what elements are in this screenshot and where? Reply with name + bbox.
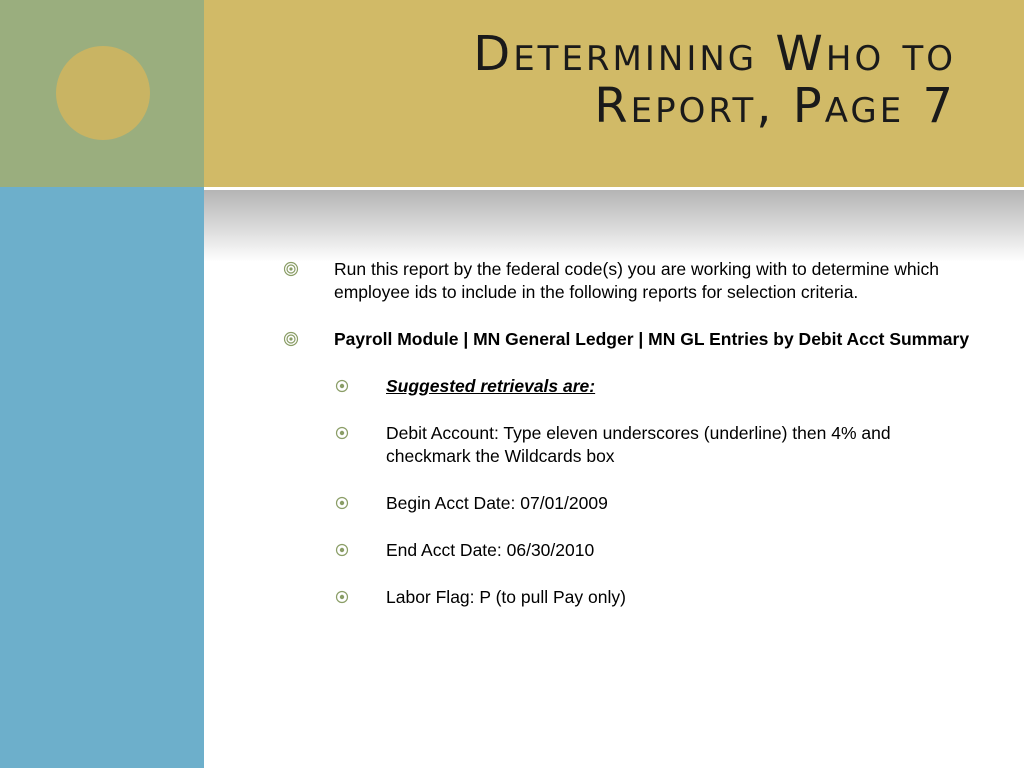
dot-bullet-icon <box>334 425 350 441</box>
list-item <box>282 375 972 398</box>
menu-path-text: Payroll Module | MN General Ledger | MN GL Entries by Debit Acct Summary <box>334 329 970 349</box>
title-line-1: Determining Who to <box>473 26 956 82</box>
list-item <box>282 422 972 468</box>
bullet-text: Run this report by the federal code(s) you are working with to determine which employee ids to include in the following reports for selection criteria. <box>334 259 940 302</box>
dot-bullet-icon <box>334 589 350 605</box>
bullet-text: Begin Acct Date: 07/01/2009 <box>386 493 608 513</box>
decorative-shadow-band <box>204 190 1024 262</box>
list-item <box>282 492 972 515</box>
target-bullet-icon <box>283 261 299 277</box>
page-title <box>336 28 956 132</box>
bullet-list <box>282 258 972 633</box>
target-bullet-icon <box>283 331 299 347</box>
title-line-2: Report, Page 7 <box>594 78 956 134</box>
dot-bullet-icon <box>334 378 350 394</box>
list-item <box>282 258 972 304</box>
bullet-text: End Acct Date: 06/30/2010 <box>386 540 595 560</box>
subheading-text: Suggested retrievals are: <box>386 376 596 396</box>
dot-bullet-icon <box>334 542 350 558</box>
list-item <box>282 328 972 351</box>
decorative-circle <box>56 46 150 140</box>
dot-bullet-icon <box>334 495 350 511</box>
list-item <box>282 586 972 609</box>
bullet-text: Debit Account: Type eleven underscores (underline) then 4% and checkmark the Wildcards box <box>386 423 891 466</box>
decorative-blue-panel <box>0 187 204 768</box>
bullet-text: Labor Flag: P (to pull Pay only) <box>386 587 626 607</box>
list-item <box>282 539 972 562</box>
